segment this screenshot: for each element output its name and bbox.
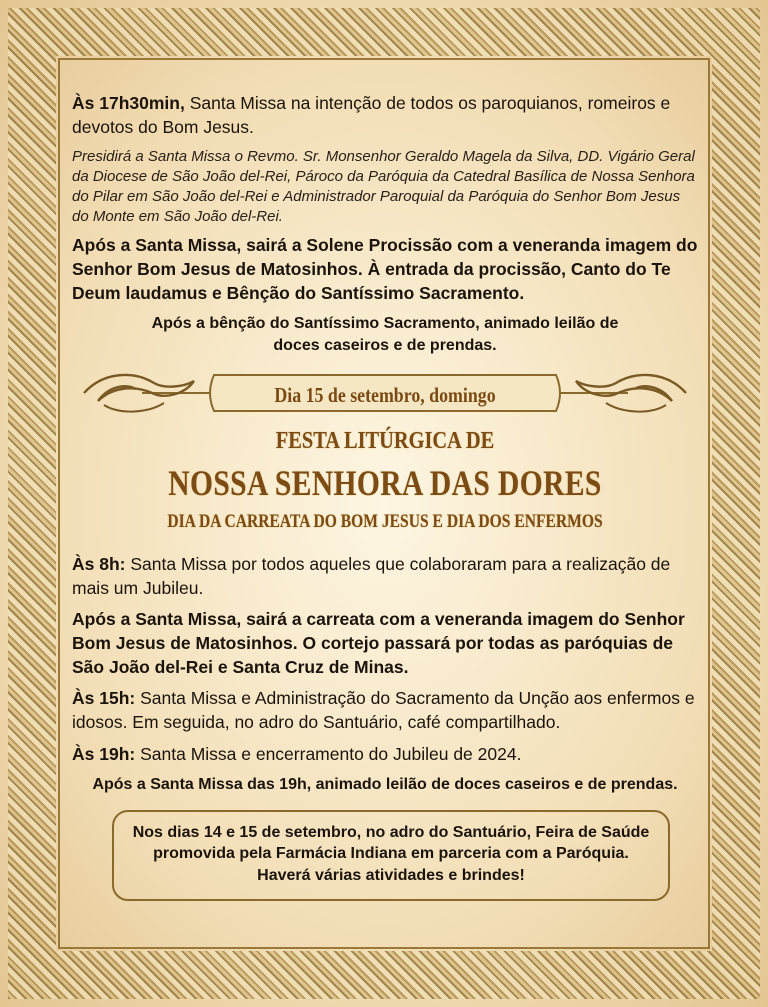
mass-19h-paragraph — [72, 743, 698, 767]
mass-8h-text: Santa Missa por todos aqueles que colaboraram para a realização de mais um Jubileu. — [72, 554, 671, 598]
auction-paragraph-2: Após a Santa Missa das 19h, animado leilão de doces caseiros e de prendas. — [92, 776, 678, 794]
mass-1730-paragraph — [72, 92, 698, 139]
time-label-8h: Às 8h: — [72, 554, 126, 575]
date-label: Dia 15 de setembro, domingo — [274, 382, 496, 407]
mass-8h-paragraph — [72, 553, 698, 600]
time-label-19h: Às 19h: — [72, 743, 136, 764]
title-line-3: DIA DA CARREATA DO BOM JESUS E DIA DOS ENFERMOS — [167, 511, 603, 533]
presider-note: Presidirá a Santa Missa o Revmo. Sr. Monsenhor Geraldo Magela da Silva, DD. Vigário Geral da Diocese de São João del-Rei, Pároco da Paróquia da Catedral Basílica de Nossa Senhora do Pilar em São João del-Rei e Administrador Paroquial da Paróquia do Senhor Bom Jesus do Monte em São João del-Rei. — [72, 148, 695, 225]
time-label-1730: Às 17h30min, — [72, 93, 185, 113]
mass-15h-paragraph — [72, 687, 698, 734]
notice-line-3: Haverá várias atividades e brindes! — [257, 866, 525, 884]
auction-line-1: Após a bênção do Santíssimo Sacramento, animado leilão de — [151, 315, 619, 333]
mass-1730-text: Santa Missa na intenção de todos os paroquianos, romeiros e devotos do Bom Jesus. — [72, 93, 671, 137]
carreata-paragraph: Após a Santa Missa, sairá a carreata com a veneranda imagem do Senhor Bom Jesus de Matosinhos. O cortejo passará por todas as paróquias de São João del-Rei e Santa Cruz de Minas. — [72, 609, 685, 677]
notice-line-2: promovida pela Farmácia Indiana em parceria com a Paróquia. — [153, 845, 629, 863]
auction-line-2: doces caseiros e de prendas. — [273, 336, 497, 354]
time-label-15h: Às 15h: — [72, 688, 136, 709]
title-line-2: NOSSA SENHORA DAS DORES — [168, 462, 602, 503]
title-line-1: FESTA LITÚRGICA DE — [275, 427, 495, 454]
health-fair-notice — [112, 810, 670, 901]
mass-15h-text: Santa Missa e Administração do Sacramento da Unção aos enfermos e idosos. Em seguida, no adro do Santuário, café compartilhado. — [72, 688, 695, 732]
mass-19h-text: Santa Missa e encerramento do Jubileu de 2024. — [140, 743, 522, 764]
notice-line-1: Nos dias 14 e 15 de setembro, no adro do Santuário, Feira de Saúde — [132, 823, 650, 841]
procession-paragraph: Após a Santa Missa, sairá a Solene Procissão com a veneranda imagem do Senhor Bom Jesus de Matosinhos. À entrada da procissão, Canto do Te Deum laudamus e Bênção do Santíssimo Sacramento. — [72, 235, 698, 303]
program-content — [72, 92, 698, 901]
auction-paragraph-1 — [72, 313, 698, 356]
date-banner — [64, 365, 706, 421]
